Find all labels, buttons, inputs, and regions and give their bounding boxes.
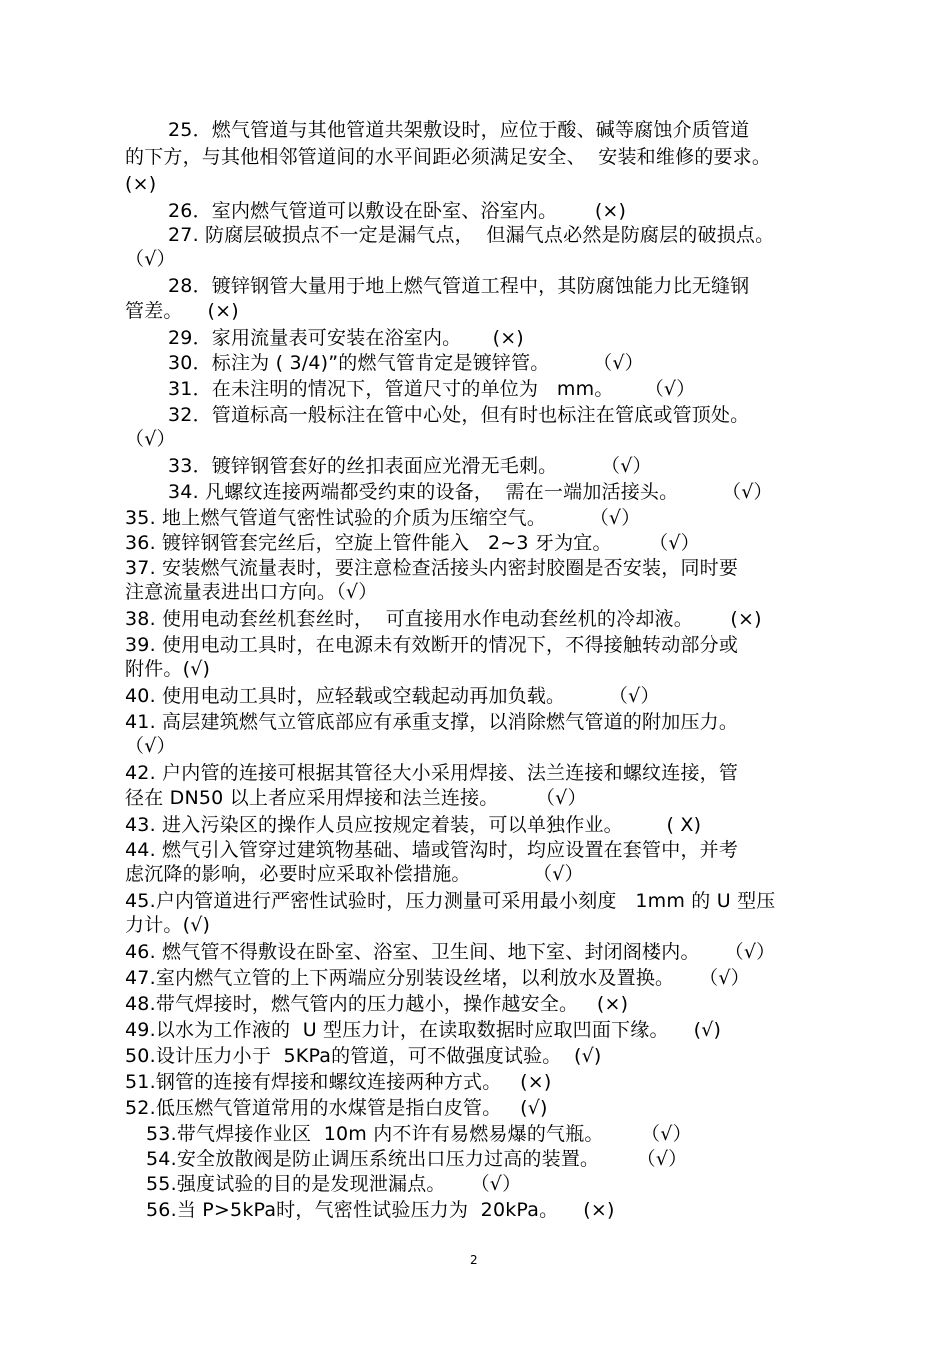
question-55: 55.强度试验的目的是发现泄漏点。 （√） (146, 1173, 522, 1195)
question-30: 30．标注为 ( 3/4)”的燃气管肯定是镀锌管。 （√） (168, 352, 644, 374)
question-37-cont: 注意流量表进出口方向。（√） (125, 581, 378, 603)
question-25: 25．燃气管道与其他管道共架敷设时，应位于酸、碱等腐蚀介质管道 (168, 119, 750, 141)
question-39-cont: 附件。(√) (125, 658, 211, 680)
question-47: 47.室内燃气立管的上下两端应分别装设丝堵，以利放水及置换。 （√） (125, 967, 750, 989)
question-32-answer: （√） (125, 428, 176, 450)
question-36: 36. 镀锌钢管套完丝后，空旋上管件能入 2~3 牙为宜。 （√） (125, 532, 700, 554)
question-34: 34. 凡螺纹连接两端都受约束的设备， 需在一端加活接头。 （√） (168, 481, 773, 503)
question-27: 27. 防腐层破损点不一定是漏气点， 但漏气点必然是防腐层的破损点。 (168, 224, 775, 246)
question-43: 43. 进入污染区的操作人员应按规定着装，可以单独作业。 ( X) (125, 814, 702, 836)
question-53: 53.带气焊接作业区 10m 内不许有易燃易爆的气瓶。 （√） (146, 1123, 692, 1145)
question-49: 49.以水为工作液的 U 型压力计，在读取数据时应取凹面下缘。 (√) (125, 1019, 722, 1041)
question-41-answer: （√） (125, 735, 176, 757)
question-50: 50.设计压力小于 5KPa的管道，可不做强度试验。 (√) (125, 1045, 602, 1067)
question-35: 35. 地上燃气管道气密性试验的介质为压缩空气。 （√） (125, 507, 641, 529)
question-45: 45.户内管道进行严密性试验时，压力测量可采用最小刻度 1mm 的 U 型压 (125, 890, 776, 912)
question-28-cont: 管差。 (×) (125, 300, 239, 322)
question-45-cont: 力计。(√) (125, 914, 211, 936)
question-33: 33．镀锌钢管套好的丝扣表面应光滑无毛刺。 （√） (168, 455, 652, 477)
question-28: 28．镀锌钢管大量用于地上燃气管道工程中，其防腐蚀能力比无缝钢 (168, 275, 750, 297)
question-40: 40. 使用电动工具时，应轻载或空载起动再加负载。 （√） (125, 685, 660, 707)
question-25-answer: (×) (125, 173, 157, 195)
question-32: 32．管道标高一般标注在管中心处，但有时也标注在管底或管顶处。 (168, 404, 750, 426)
question-52: 52.低压燃气管道常用的水煤管是指白皮管。 (√) (125, 1097, 548, 1119)
question-51: 51.钢管的连接有焊接和螺纹连接两种方式。 (×) (125, 1071, 552, 1093)
question-56: 56.当 P>5kPa时，气密性试验压力为 20kPa。 (×) (146, 1199, 615, 1221)
page-number: 2 (470, 1253, 478, 1267)
question-29: 29．家用流量表可安装在浴室内。 (×) (168, 327, 524, 349)
question-31: 31．在未注明的情况下，管道尺寸的单位为 mm。 （√） (168, 378, 696, 400)
question-38: 38. 使用电动套丝机套丝时， 可直接用水作电动套丝机的冷却液。 (×) (125, 608, 762, 630)
question-48: 48.带气焊接时，燃气管内的压力越小，操作越安全。 (×) (125, 993, 629, 1015)
question-54: 54.安全放散阀是防止调压系统出口压力过高的装置。 （√） (146, 1148, 688, 1170)
question-42: 42. 户内管的连接可根据其管径大小采用焊接、法兰连接和螺纹连接，管 (125, 762, 739, 784)
question-41: 41. 高层建筑燃气立管底部应有承重支撑，以消除燃气管道的附加压力。 (125, 711, 739, 733)
question-37: 37. 安装燃气流量表时，要注意检查活接头内密封胶圈是否安装，同时要 (125, 557, 739, 579)
question-44: 44. 燃气引入管穿过建筑物基础、墙或管沟时，均应设置在套管中，并考 (125, 839, 739, 861)
question-25-cont: 的下方，与其他相邻管道间的水平间距必须满足安全、 安装和维修的要求。 (125, 146, 772, 168)
question-44-cont: 虑沉降的影响，必要时应采取补偿措施。 （√） (125, 863, 584, 885)
question-46: 46. 燃气管不得敷设在卧室、浴室、卫生间、地下室、封闭阁楼内。 （√） (125, 941, 776, 963)
question-42-cont: 径在 DN50 以上者应采用焊接和法兰连接。 （√） (125, 787, 587, 809)
question-26: 26．室内燃气管道可以敷设在卧室、浴室内。 (×) (168, 200, 627, 222)
question-39: 39. 使用电动工具时，在电源未有效断开的情况下，不得接触转动部分或 (125, 634, 739, 656)
question-27-answer: （√） (125, 248, 176, 270)
